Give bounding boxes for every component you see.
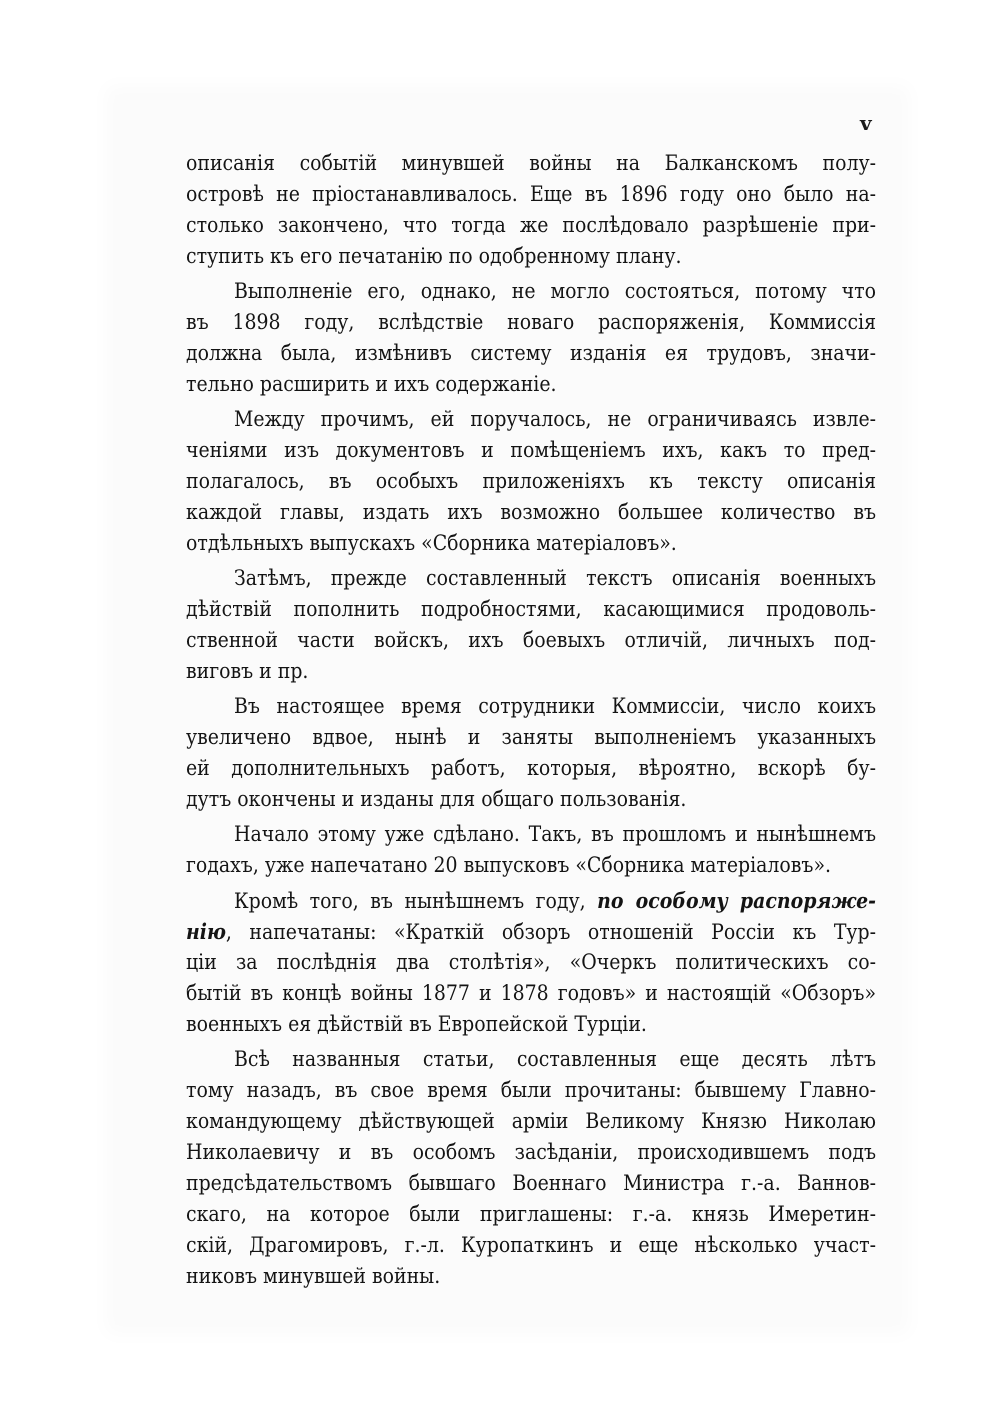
text-line: предсѣдательствомъ бывшаго Военнаго Министра г.-а. Ваннов- — [186, 1171, 876, 1195]
text-line: дутъ окончены и изданы для общаго пользованія. — [186, 787, 687, 811]
text-line: годахъ, уже напечатано 20 выпусковъ «Сборника матеріаловъ». — [186, 853, 832, 877]
paragraph — [186, 148, 876, 272]
text-line: военныхъ ея дѣйствій въ Европейской Турціи. — [186, 1012, 647, 1036]
text-line: Николаевичу и въ особомъ засѣданіи, происходившемъ подъ — [186, 1140, 876, 1164]
text-line: столько закончено, что тогда же послѣдовало разрѣшеніе при- — [186, 213, 876, 237]
body-text — [186, 148, 876, 1292]
text-line: тельно расширить и ихъ содержаніе. — [186, 372, 557, 396]
text-line: виговъ и пр. — [186, 659, 309, 683]
text-line — [186, 885, 876, 916]
page-number: v — [860, 111, 872, 135]
text-line: командующему дѣйствующей арміи Великому Князю Николаю — [186, 1109, 876, 1133]
text-line: каждой главы, издать ихъ возможно большее количество въ — [186, 500, 876, 524]
text-line: описанія событій минувшей войны на Балканскомъ полу- — [186, 151, 876, 175]
paragraph — [186, 885, 876, 1040]
text-run: Кромѣ того, въ нынѣшнемъ году, — [234, 889, 598, 913]
paragraph — [186, 819, 876, 881]
text-line: Въ настоящее время сотрудники Коммиссіи, число коихъ — [234, 694, 876, 718]
text-line: увеличено вдвое, нынѣ и заняты выполненіемъ указанныхъ — [186, 725, 876, 749]
text-line: ей дополнительныхъ работъ, которыя, вѣроятно, вскорѣ бу- — [186, 756, 876, 780]
paragraph — [186, 276, 876, 400]
text-line: ченіями изъ документовъ и помѣщеніемъ ихъ, какъ то пред- — [186, 438, 876, 462]
paragraph — [186, 404, 876, 559]
text-line: въ 1898 году, вслѣдствіе новаго распоряженія, Коммиссія — [186, 310, 876, 334]
text-line: скій, Драгомировъ, г.-л. Куропаткинъ и еще нѣсколько участ- — [186, 1233, 876, 1257]
text-line: ственной части войскъ, ихъ боевыхъ отличій, личныхъ под- — [186, 628, 876, 652]
emphasis-text: по особому распоряже- — [597, 888, 876, 913]
text-line: ціи за послѣднія два столѣтія», «Очеркъ политическихъ со- — [186, 950, 876, 974]
text-line: Затѣмъ, прежде составленный текстъ описанія военныхъ — [234, 566, 876, 590]
paragraph — [186, 1044, 876, 1292]
text-line: Всѣ названныя статьи, составленныя еще десять лѣтъ — [234, 1047, 876, 1071]
text-run: , напечатаны: «Краткій обзоръ отношеній Россіи къ Тур- — [225, 920, 876, 944]
text-line: отдѣльныхъ выпускахъ «Сборника матеріаловъ». — [186, 531, 677, 555]
text-line: ступить къ его печатанію по одобренному плану. — [186, 244, 682, 268]
text-line: должна была, измѣнивъ систему изданія ея трудовъ, значи- — [186, 341, 876, 365]
emphasis-text: нію — [186, 919, 226, 944]
text-line: Между прочимъ, ей поручалось, не ограничиваясь извле- — [234, 407, 876, 431]
paragraph — [186, 563, 876, 687]
text-line: Выполненіе его, однако, не могло состояться, потому что — [234, 279, 876, 303]
text-line: дѣйствій пополнить подробностями, касающимися продоволь- — [186, 597, 876, 621]
text-line — [186, 916, 876, 947]
text-line: полагалось, въ особыхъ приложеніяхъ къ тексту описанія — [186, 469, 876, 493]
text-line: островѣ не пріостанавливалось. Еще въ 1896 году оно было на- — [186, 182, 876, 206]
text-line: скаго, на которое были приглашены: г.-а. князь Имеретин- — [186, 1202, 876, 1226]
paragraph — [186, 691, 876, 815]
text-line: никовъ минувшей войны. — [186, 1264, 441, 1288]
text-line: бытій въ концѣ войны 1877 и 1878 годовъ» и настоящій «Обзоръ» — [186, 981, 876, 1005]
text-line: тому назадъ, въ свое время были прочитаны: бывшему Главно- — [186, 1078, 876, 1102]
text-line: Начало этому уже сдѣлано. Такъ, въ прошломъ и нынѣшнемъ — [234, 822, 876, 846]
